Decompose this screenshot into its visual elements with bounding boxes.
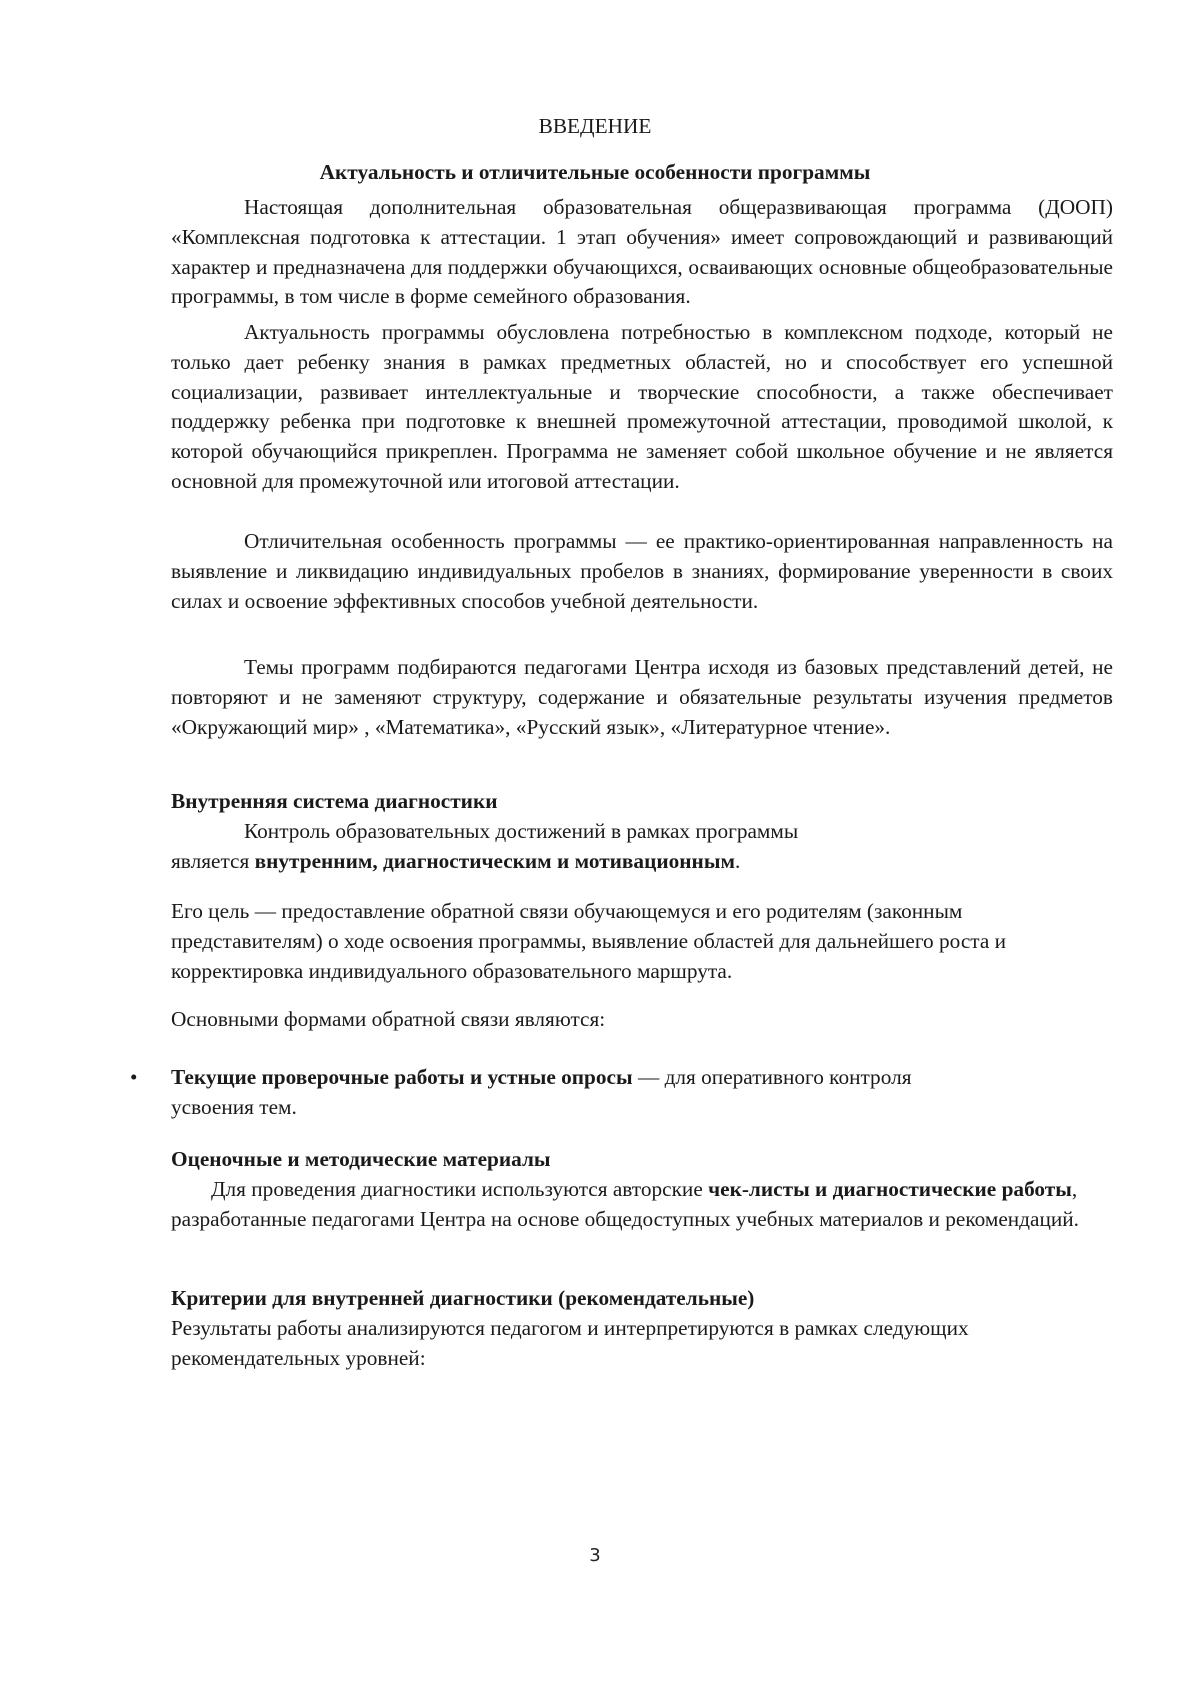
diagnostics-goal: Его цель — предоставление обратной связи обучающемуся и его родителям (законным представителям) о ходе освоения программы, выявление областей для дальнейшего роста и корректировка индивидуального образовательного маршрута.	[171, 899, 1007, 983]
list-item-rest: — для оперативного контроля усвоения тем.	[171, 1065, 912, 1119]
criteria-section	[171, 1284, 1051, 1373]
paragraph-topics: Темы программ подбираются педагогами Центра исходя из базовых представлений детей, не повторяют и не заменяют структуру, содержание и обязательные результаты изучения предметов «Окружающий мир» , «Математика», «Русский язык», «Литературное чтение».	[171, 655, 1113, 739]
criteria-text: Результаты работы анализируются педагогом и интерпретируются в рамках следующих рекомендательных уровней:	[171, 1315, 969, 1370]
paragraph-relevance: Актуальность программы обусловлена потребностью в комплексном подходе, который не только дает ребенку знания в рамках предметных областей, но и способствует его успешной социализации, развивает интеллектуальные и творческие способности, а также обеспечивает поддержку ребенка при подготовке к внешней промежуточной аттестации, проводимой школой, к которой обучающийся прикреплен. Программа не заменяет собой школьное обучение и не является основной для промежуточной или итоговой аттестации.	[171, 320, 1113, 493]
diagnostics-line2-suffix: .	[734, 848, 741, 873]
diagnostics-section	[171, 787, 1113, 876]
materials-text	[171, 1175, 1113, 1235]
materials-heading: Оценочные и методические материалы	[171, 1147, 551, 1171]
diagnostics-line2-prefix: является	[171, 848, 255, 873]
materials-text-bold: чек-листы и диагностические работы	[708, 1176, 1072, 1201]
paragraph-distinctive-feature: Отличительная особенность программы — ее практико-ориентированная направленность на выявление и ликвидацию индивидуальных пробелов в знаниях, формирование уверенности в своих силах и освоение эффективных способов учебной деятельности.	[171, 529, 1113, 613]
section-subtitle: Актуальность и отличительные особенности программы	[319, 160, 871, 184]
diagnostics-line2	[171, 847, 1113, 877]
diagnostics-line2-bold: внутренним, диагностическим и мотивационным	[254, 848, 735, 873]
materials-text-suffix: , разработанные педагогами Центра на основе общедоступных учебных материалов и рекомендаций.	[171, 1176, 1079, 1231]
page-number: 3	[589, 1545, 601, 1566]
diagnostics-line1: Контроль образовательных достижений в рамках программы	[244, 818, 799, 843]
list-item-bold: Текущие проверочные работы и устные опросы	[171, 1065, 633, 1089]
diagnostics-heading: Внутренняя система диагностики	[171, 789, 498, 813]
criteria-heading: Критерии для внутренней диагностики (рекомендательные)	[171, 1286, 755, 1310]
list-item-text	[171, 1063, 991, 1123]
materials-text-prefix: Для проведения диагностики используются авторские	[211, 1176, 709, 1201]
materials-section	[171, 1145, 1113, 1234]
document-title: ВВЕДЕНИЕ	[538, 114, 652, 138]
paragraph-program-description: Настоящая дополнительная образовательная общеразвивающая программа (ДООП) «Комплексная подготовка к аттестации. 1 этап обучения» имеет сопровождающий и развивающий характер и предназначена для поддержки обучающихся, осваивающих основные общеобразовательные программы, в том числе в форме семейного образования.	[171, 195, 1113, 309]
feedback-forms-intro: Основными формами обратной связи являются:	[171, 1007, 606, 1031]
bullet-icon: •	[130, 1065, 138, 1089]
feedback-form-list-item	[130, 1063, 1030, 1123]
